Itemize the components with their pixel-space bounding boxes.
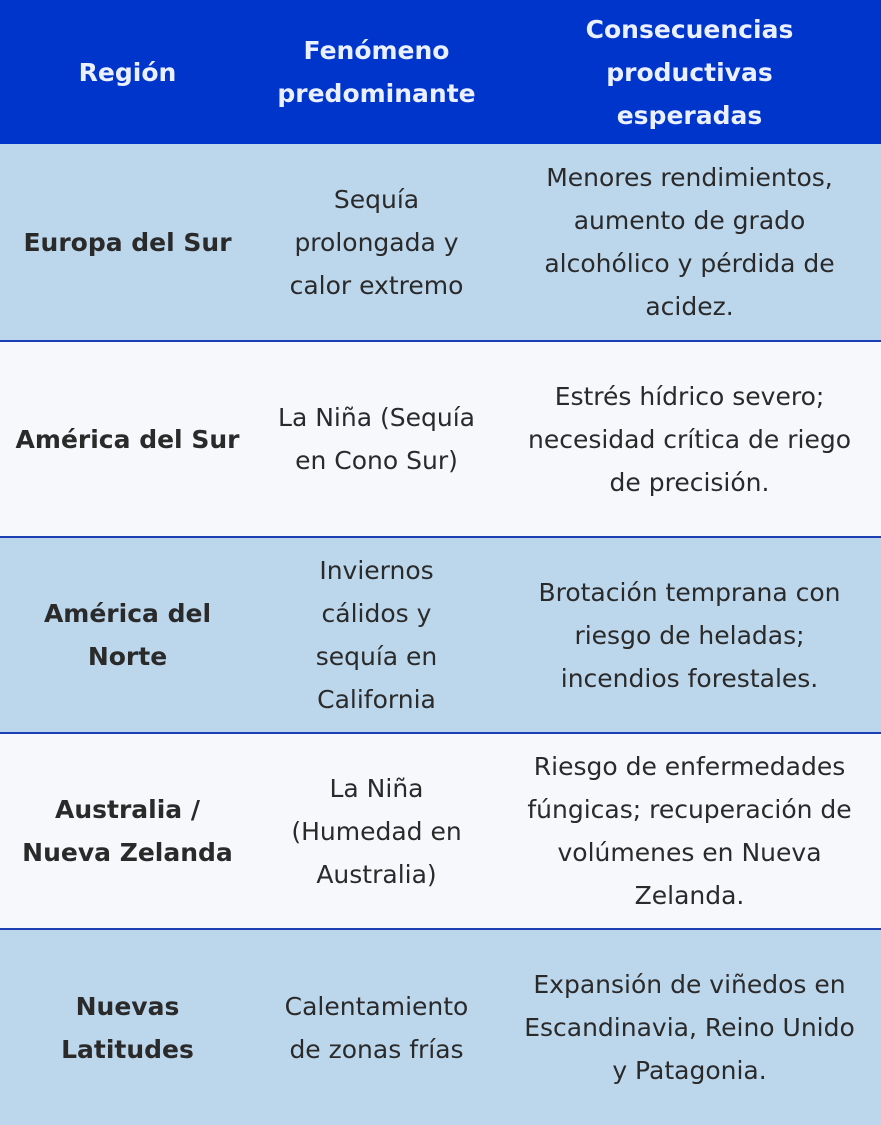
region-cell — [0, 144, 255, 340]
consequences-label: Estrés hídrico severo; necesidad crítica de riego de precisión. — [527, 381, 852, 497]
phenomenon-cell — [255, 144, 498, 340]
table-row — [0, 536, 881, 732]
region-label: Europa del Sur — [23, 227, 232, 257]
region-label: Australia / Nueva Zelanda — [22, 795, 233, 867]
region-label: Nuevas Latitudes — [61, 991, 194, 1064]
header-consequences — [498, 0, 881, 144]
region-cell — [0, 342, 255, 536]
phenomenon-label: La Niña (Sequía en Cono Sur) — [278, 403, 475, 475]
header-phenomenon — [255, 0, 498, 144]
table-row — [0, 340, 881, 536]
phenomenon-label: La Niña (Humedad en Australia) — [291, 773, 462, 889]
consequences-cell — [498, 930, 881, 1125]
header-region-label: Región — [78, 57, 177, 87]
table-row — [0, 732, 881, 928]
consequences-label: Expansión de viñedos en Escandinavia, Reino Unido y Patagonia. — [524, 970, 855, 1085]
header-region — [0, 0, 255, 144]
table-row — [0, 144, 881, 340]
consequences-cell — [498, 734, 881, 928]
phenomenon-label: Calentamiento de zonas frías — [284, 991, 469, 1064]
header-phenomenon-label: Fenómeno predominante — [277, 36, 476, 108]
phenomenon-label: Sequía prolongada y calor extremo — [289, 184, 464, 300]
table-header-row — [0, 0, 881, 144]
phenomenon-cell — [255, 734, 498, 928]
table-row — [0, 928, 881, 1125]
region-label: América del Norte — [43, 599, 212, 671]
consequences-cell — [498, 342, 881, 536]
consequences-label: Riesgo de enfermedades fúngicas; recuperación de volúmenes en Nueva Zelanda. — [527, 752, 852, 910]
consequences-label: Menores rendimientos, aumento de grado alcohólico y pérdida de acidez. — [544, 163, 835, 321]
region-cell — [0, 734, 255, 928]
region-cell — [0, 930, 255, 1125]
consequences-label: Brotación temprana con riesgo de heladas; incendios forestales. — [538, 577, 841, 693]
consequences-cell — [498, 144, 881, 340]
consequences-cell — [498, 538, 881, 732]
phenomenon-cell — [255, 930, 498, 1125]
phenomenon-label: Inviernos cálidos y sequía en California — [315, 556, 438, 714]
region-label: América del Sur — [15, 424, 240, 454]
phenomenon-cell — [255, 538, 498, 732]
phenomenon-cell — [255, 342, 498, 536]
header-consequences-label: Consecuencias productivas esperadas — [585, 14, 794, 130]
region-cell — [0, 538, 255, 732]
